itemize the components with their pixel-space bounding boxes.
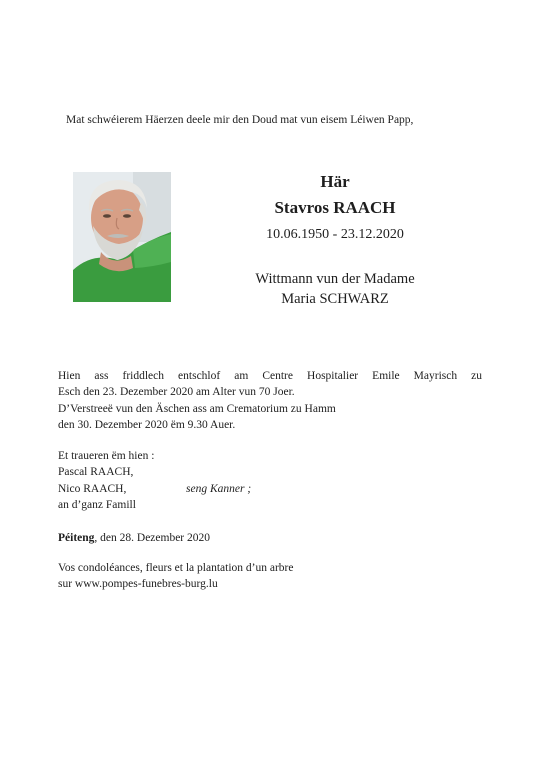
- announcement-paragraph: [58, 368, 482, 433]
- condolences-line: Vos condoléances, fleurs et la plantation d’un arbre: [58, 562, 294, 574]
- mourner-name: Nico RAACH,: [58, 482, 127, 495]
- life-dates: 10.06.1950 - 23.12.2020: [266, 227, 404, 242]
- honorific: Här: [320, 172, 350, 191]
- condolences-block: [58, 560, 482, 593]
- spouse-line-2: Maria SCHWARZ: [281, 291, 389, 307]
- mourners-heading: Et traueren ëm hien :: [58, 450, 155, 462]
- mourner-name: Pascal RAACH,: [58, 466, 134, 479]
- condolences-website: sur www.pompes-funebres-burg.lu: [58, 578, 218, 591]
- portrait-photo: [73, 172, 171, 302]
- announcement-line: Esch den 23. Dezember 2020 am Alter vun 70 Joer.: [58, 386, 295, 399]
- announcement-line: D’Verstreeë vun den Äschen ass am Crematorium zu Hamm: [58, 402, 336, 415]
- mourner-family: an d’ganz Famill: [58, 498, 136, 511]
- place-name: Péiteng: [58, 532, 95, 544]
- mourners-block: [58, 448, 482, 513]
- intro-text: Mat schwéierem Häerzen deele mir den Doud mat vun eisem Léiwen Papp,: [66, 114, 414, 126]
- date-text: , den 28. Dezember 2020: [94, 532, 211, 544]
- deceased-name: Stavros RAACH: [274, 198, 396, 217]
- portrait-icon: [73, 172, 171, 302]
- announcement-line: Hien ass friddlech entschlof am Centre Hospitalier Emile Mayrisch zu: [58, 370, 482, 382]
- spouse-line-1: Wittmann vun der Madame: [255, 271, 415, 287]
- place-date: [58, 530, 482, 546]
- announcement-line: den 30. Dezember 2020 ëm 9.30 Auer.: [58, 418, 236, 431]
- children-note: seng Kanner ;: [186, 483, 252, 495]
